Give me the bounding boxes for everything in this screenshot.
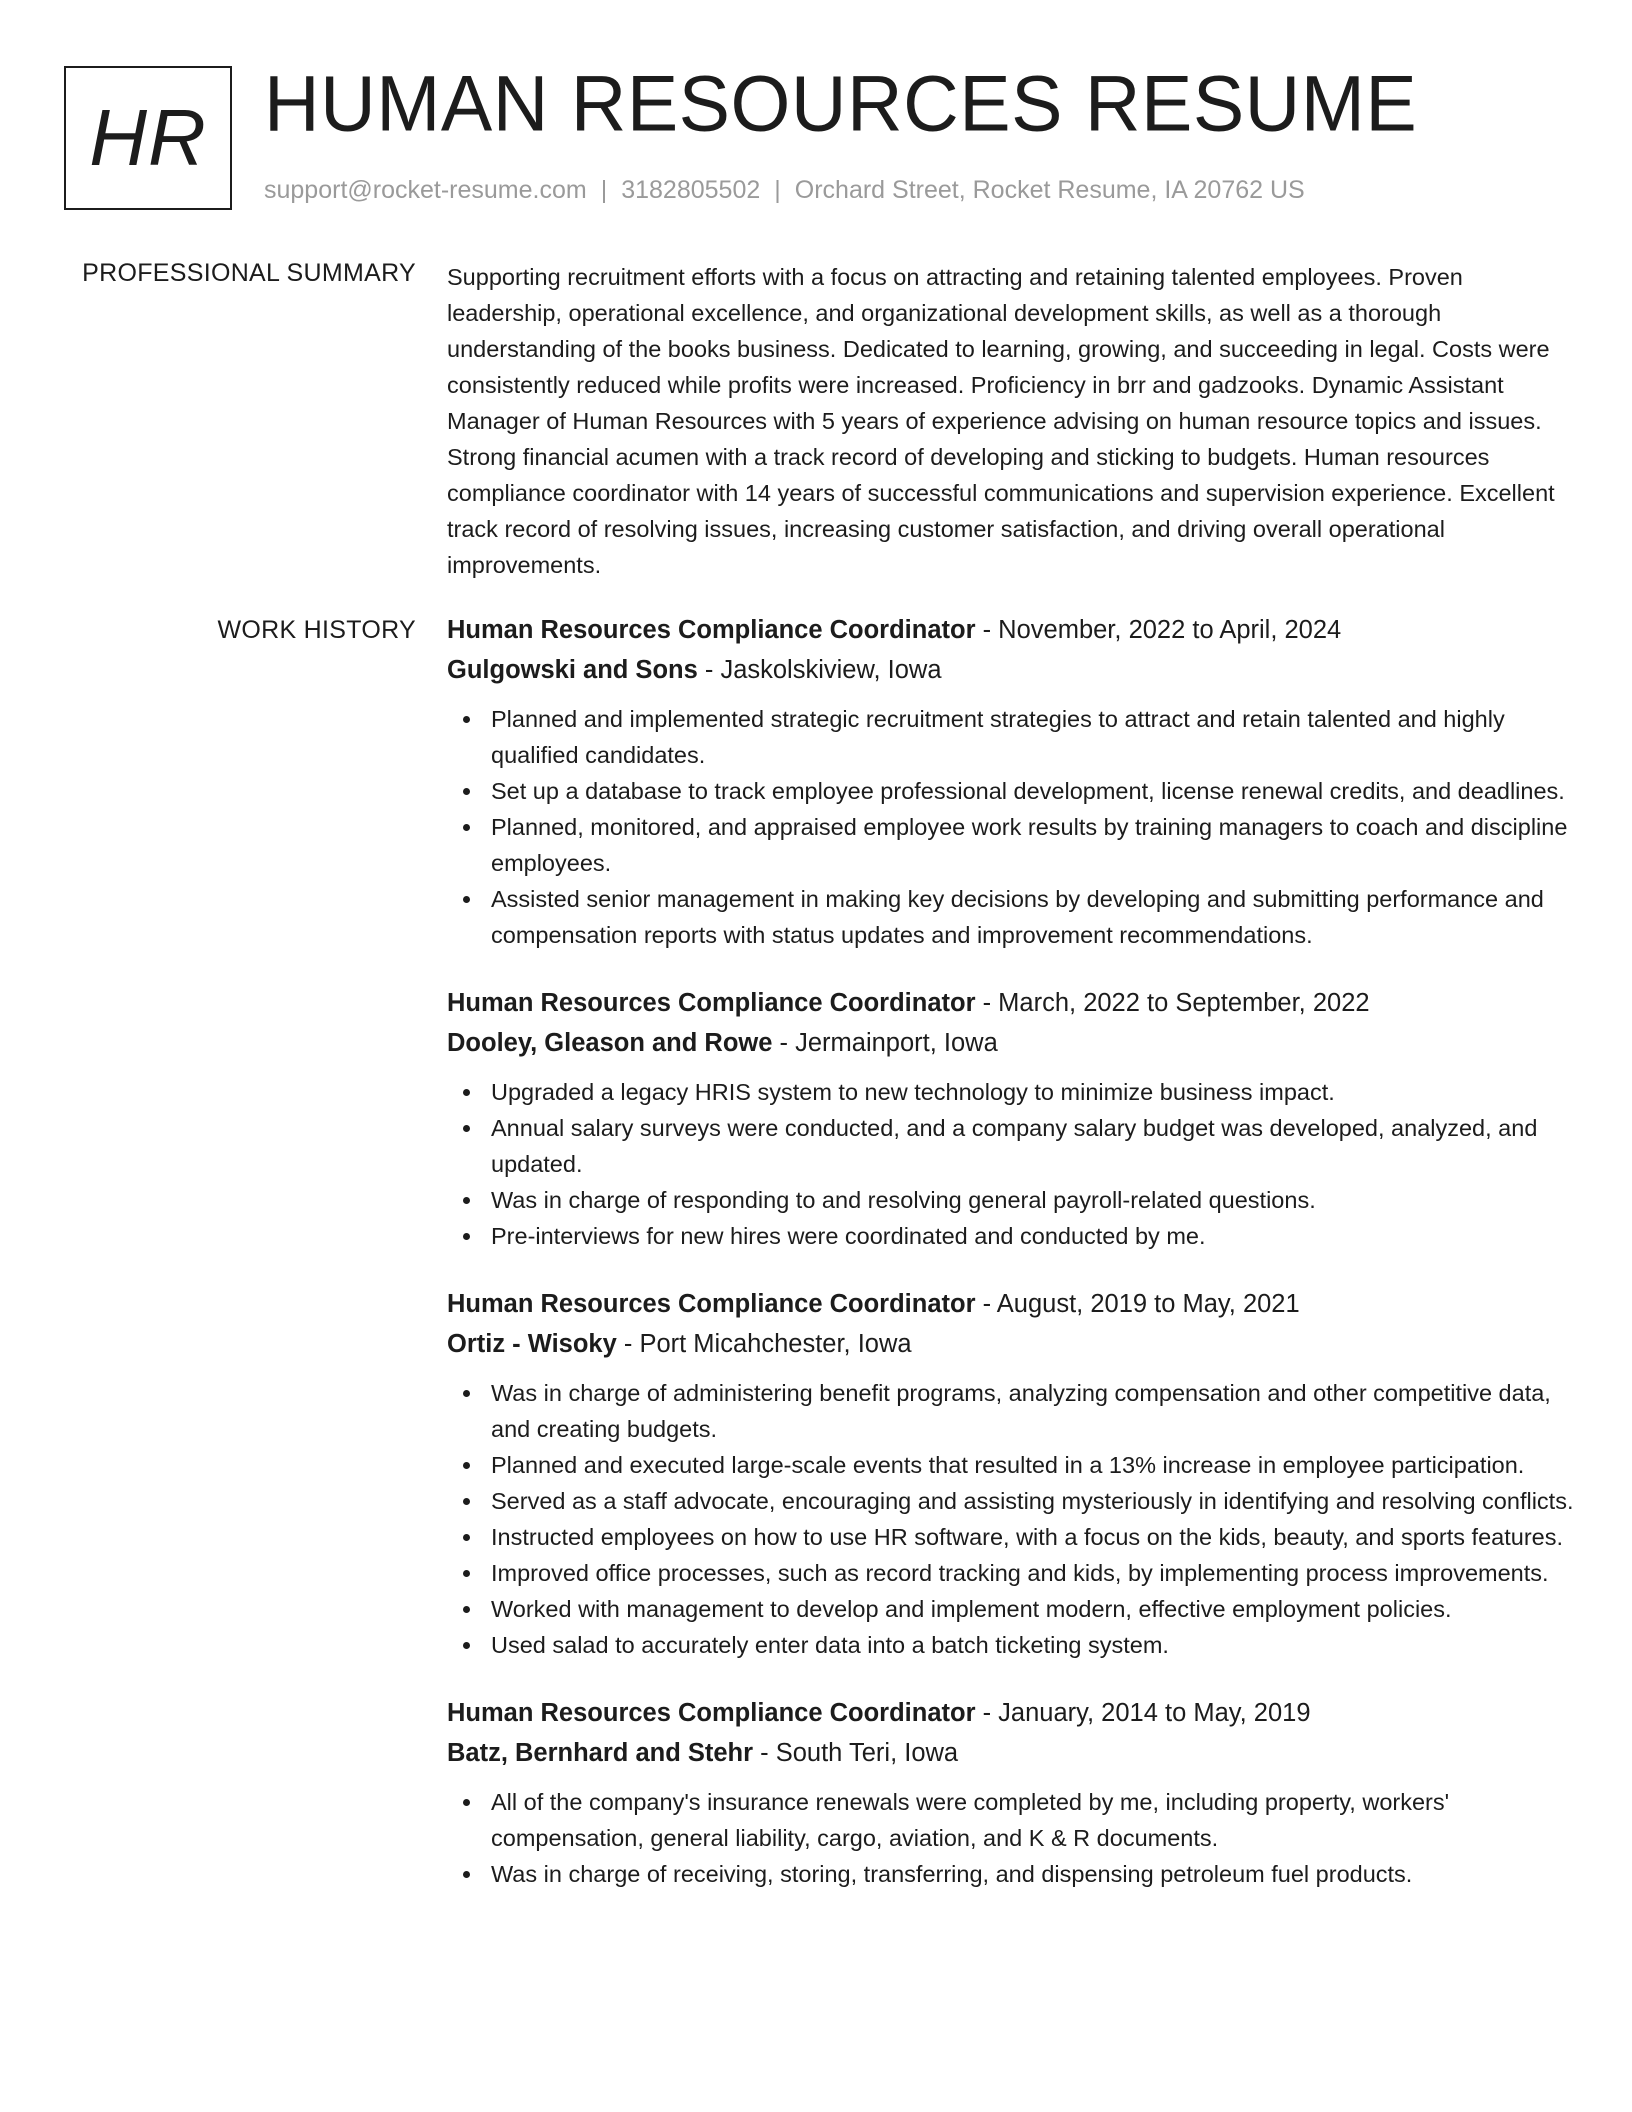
contact-email: support@rocket-resume.com [264, 176, 587, 204]
job-location: - South Teri, Iowa [753, 1739, 959, 1767]
contact-phone: 3182805502 [621, 176, 761, 204]
job-company-line [447, 1733, 1577, 1773]
job-dates: - August, 2019 to May, 2021 [975, 1290, 1300, 1318]
job-company: Gulgowski and Sons [447, 656, 698, 684]
resume-title: HUMAN RESOURCES RESUME [264, 60, 1418, 148]
job-dates: - November, 2022 to April, 2024 [975, 616, 1342, 644]
job-title-line [447, 983, 1577, 1023]
job-location: - Port Micahchester, Iowa [616, 1330, 912, 1358]
job-bullets [447, 1375, 1577, 1663]
job-bullet: Improved office processes, such as record tracking and kids, by implementing process improvements. [447, 1555, 1577, 1591]
contact-separator: | [600, 176, 608, 204]
job-entry [447, 1693, 1577, 1892]
job-bullet: All of the company's insurance renewals were completed by me, including property, workers' compensation, general liability, cargo, aviation, and K & R documents. [447, 1784, 1577, 1856]
job-company: Ortiz - Wisoky [447, 1330, 617, 1358]
job-bullet: Set up a database to track employee professional development, license renewal credits, and deadlines. [447, 773, 1577, 809]
job-bullet: Worked with management to develop and implement modern, effective employment policies. [447, 1591, 1577, 1627]
job-bullet: Planned and implemented strategic recruitment strategies to attract and retain talented and highly qualified candidates. [447, 701, 1577, 773]
job-company-line [447, 1324, 1577, 1364]
job-entry [447, 610, 1577, 953]
job-bullet: Upgraded a legacy HRIS system to new technology to minimize business impact. [447, 1074, 1577, 1110]
job-dates: - January, 2014 to May, 2019 [975, 1699, 1311, 1727]
job-bullets [447, 1074, 1577, 1254]
contact-line [264, 176, 1305, 205]
job-bullets [447, 701, 1577, 953]
job-title-line [447, 1284, 1577, 1324]
job-bullet: Assisted senior management in making key decisions by developing and submitting performance and compensation reports with status updates and improvement recommendations. [447, 881, 1577, 953]
job-title-line [447, 1693, 1577, 1733]
monogram-logo: HR [64, 66, 232, 210]
job-entry [447, 983, 1577, 1254]
section-label-summary: PROFESSIONAL SUMMARY [82, 259, 416, 287]
job-bullet: Was in charge of receiving, storing, transferring, and dispensing petroleum fuel products. [447, 1856, 1577, 1892]
job-title: Human Resources Compliance Coordinator [447, 1699, 976, 1727]
summary-text: Supporting recruitment efforts with a focus on attracting and retaining talented employees. Proven leadership, operational excellence, and organizational development skills, as well as a thorough understanding of the books business. Dedicated to learning, growing, and succeeding in legal. Costs were consistently reduced while profits were increased. Proficiency in brr and gadzooks. Dynamic Assistant Manager of Human Resources with 5 years of experience advising on human resource topics and issues. Strong financial acumen with a track record of developing and sticking to budgets. Human resources compliance coordinator with 14 years of successful communications and supervision experience. Excellent track record of resolving issues, increasing customer satisfaction, and driving overall operational improvements. [447, 264, 1555, 578]
job-bullet: Used salad to accurately enter data into a batch ticketing system. [447, 1627, 1577, 1663]
job-bullet: Was in charge of administering benefit programs, analyzing compensation and other competitive data, and creating budgets. [447, 1375, 1577, 1447]
job-dates: - March, 2022 to September, 2022 [975, 989, 1370, 1017]
contact-address: Orchard Street, Rocket Resume, IA 20762 US [794, 176, 1305, 204]
job-bullet: Pre-interviews for new hires were coordinated and conducted by me. [447, 1218, 1577, 1254]
job-entry [447, 1284, 1577, 1663]
section-label-work-history: WORK HISTORY [217, 616, 416, 644]
job-title: Human Resources Compliance Coordinator [447, 1290, 976, 1318]
contact-separator: | [774, 176, 781, 204]
resume-header [64, 60, 1568, 210]
job-bullet: Annual salary surveys were conducted, and a company salary budget was developed, analyzed, and updated. [447, 1110, 1577, 1182]
job-location: - Jermainport, Iowa [772, 1029, 998, 1057]
job-title-line [447, 610, 1577, 650]
job-company: Dooley, Gleason and Rowe [447, 1029, 773, 1057]
job-bullet: Was in charge of responding to and resolving general payroll-related questions. [447, 1182, 1577, 1218]
job-bullets [447, 1784, 1577, 1892]
job-location: - Jaskolskiview, Iowa [697, 656, 942, 684]
job-bullet: Served as a staff advocate, encouraging and assisting mysteriously in identifying and resolving conflicts. [447, 1483, 1577, 1519]
job-list-container [447, 610, 1577, 1922]
job-bullet: Instructed employees on how to use HR software, with a focus on the kids, beauty, and sports features. [447, 1519, 1577, 1555]
job-bullet: Planned, monitored, and appraised employee work results by training managers to coach and discipline employees. [447, 809, 1577, 881]
job-bullet: Planned and executed large-scale events that resulted in a 13% increase in employee participation. [447, 1447, 1577, 1483]
job-company-line [447, 650, 1577, 690]
job-title: Human Resources Compliance Coordinator [447, 989, 976, 1017]
job-title: Human Resources Compliance Coordinator [447, 616, 976, 644]
job-company-line [447, 1023, 1577, 1063]
job-company: Batz, Bernhard and Stehr [447, 1739, 754, 1767]
